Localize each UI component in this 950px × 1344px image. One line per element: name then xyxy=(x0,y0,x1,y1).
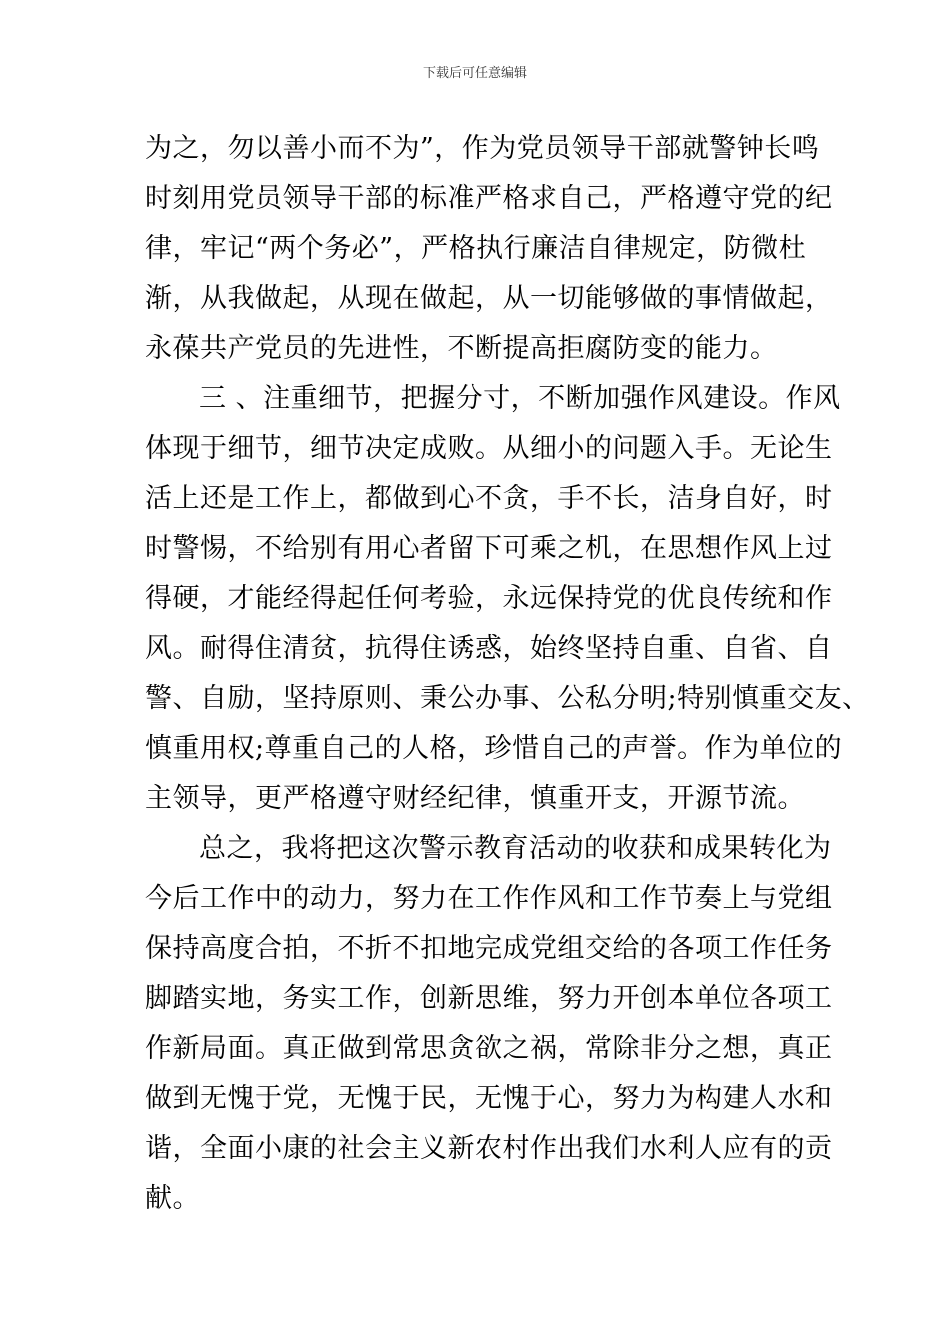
text-line: 时刻用党员领导干部的标准严格求自己，严格遵守党的纪 xyxy=(145,183,833,214)
text-line: 警、自励，坚持原则、秉公办事、公私分明;特别慎重交友、 xyxy=(145,683,870,714)
text-line: 作新局面。真正做到常思贪欲之祸，常除非分之想，真正 xyxy=(145,1033,833,1064)
text-line: 体现于细节，细节决定成败。从细小的问题入手。无论生 xyxy=(145,433,833,464)
text-line: 做到无愧于党，无愧于民，无愧于心，努力为构建人水和 xyxy=(145,1083,833,1114)
text-line: 渐，从我做起，从现在做起，从一切能够做的事情做起， xyxy=(145,283,833,314)
text-line: 永葆共产党员的先进性，不断提高拒腐防变的能力。 xyxy=(145,333,778,364)
text-line: 活上还是工作上，都做到心不贪，手不长，洁身自好，时 xyxy=(145,483,833,514)
text-line: 律，牢记“两个务必”，严格执行廉洁自律规定，防微杜 xyxy=(145,233,807,264)
page-header: 下载后可任意编辑 xyxy=(422,66,527,81)
text-line: 献。 xyxy=(145,1183,200,1214)
section-three-first-line: 三 、注重细节，把握分寸，不断加强作风建设。作风 xyxy=(199,383,841,414)
text-line: 谐，全面小康的社会主义新农村作出我们水利人应有的贡 xyxy=(145,1133,833,1164)
text-line: 保持高度合拍，不折不扣地完成党组交给的各项工作任务 xyxy=(145,933,833,964)
text-line: 为之，勿以善小而不为”，作为党员领导干部就警钟长鸣 xyxy=(145,133,820,164)
text-line: 主领导，更严格遵守财经纪律，慎重开支，开源节流。 xyxy=(145,783,805,814)
text-line: 时警惕，不给别有用心者留下可乘之机，在思想作风上过 xyxy=(145,533,833,564)
text-line: 得硬，才能经得起任何考验，永远保持党的优良传统和作 xyxy=(145,583,833,614)
text-line: 今后工作中的动力，努力在工作作风和工作节奏上与党组 xyxy=(145,883,833,914)
text-line: 脚踏实地，务实工作，创新思维，努力开创本单位各项工 xyxy=(145,983,833,1014)
text-line: 慎重用权;尊重自己的人格，珍惜自己的声誉。作为单位的 xyxy=(145,733,843,764)
text-line: 风。耐得住清贫，抗得住诱惑，始终坚持自重、自省、自 xyxy=(145,633,833,664)
document-body xyxy=(145,124,870,1224)
summary-first-line: 总之，我将把这次警示教育活动的收获和成果转化为 xyxy=(199,833,832,864)
